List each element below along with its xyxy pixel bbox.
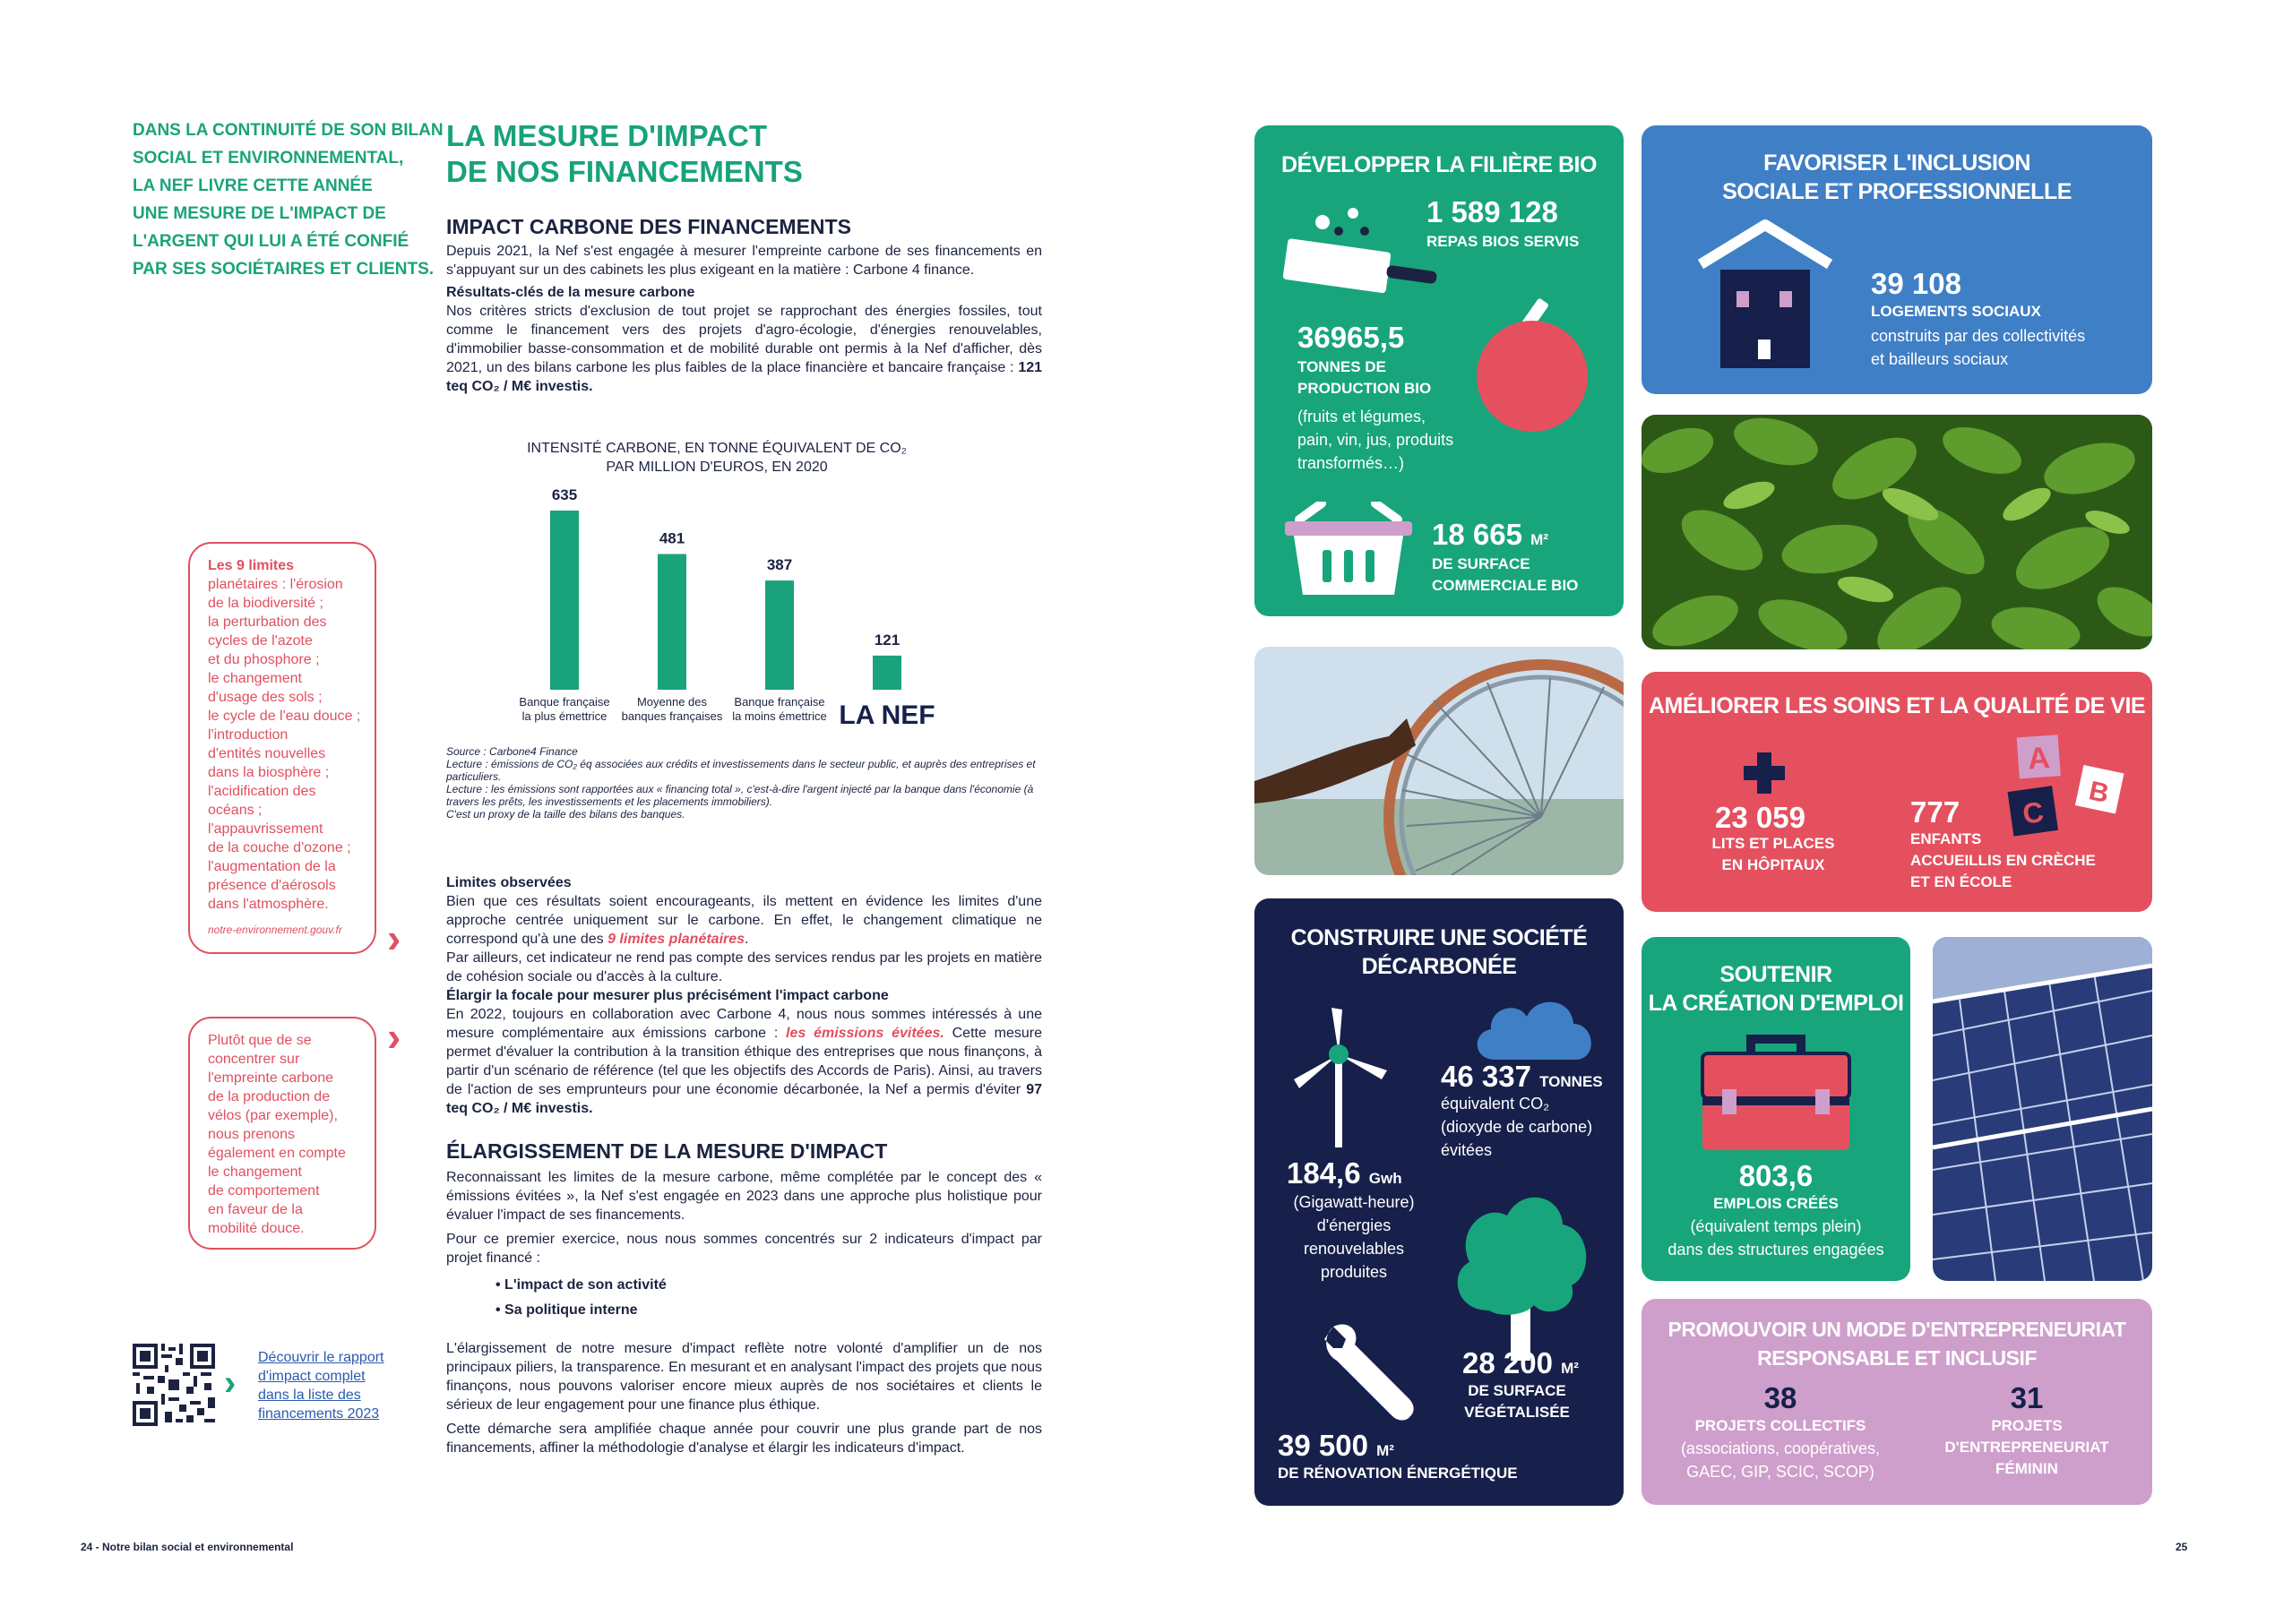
results-heading: Résultats-clés de la mesure carbone [446, 285, 695, 300]
chart-bar [658, 554, 686, 690]
chart-data-label: 481 [659, 529, 685, 547]
intro-line: L'ARGENT QUI LUI A ÉTÉ CONFIÉ [133, 232, 409, 251]
jobs-value: 803,6 [1738, 1159, 1814, 1192]
bio-meals-label: REPAS BIOS SERVIS [1426, 233, 1580, 250]
card-title: DÉVELOPPER LA FILIÈRE BIO [1281, 152, 1597, 177]
co2-avoided-value: 46 337 TONNES [1441, 1060, 1603, 1093]
chart-category-logo: LA NEF [839, 700, 935, 730]
section2-paragraph: Reconnaissant les limites de la mesure carbone, même complétée par le concept des « émissions évitées », la Nef s'est engagée en 2023 dans une approche plus holistique pour évaluer l'impact de ses financements. [446, 1170, 1042, 1223]
children-value: 777 [1910, 795, 1960, 829]
energy-produced-value: 184,6 Gwh [1287, 1156, 1402, 1190]
card-employment [1642, 937, 1910, 1281]
card-title: CONSTRUIRE UNE SOCIÉTÉ DÉCARBONÉE [1290, 925, 1588, 979]
bio-production-value: 36965,5 [1297, 321, 1405, 354]
card-title: FAVORISER L'INCLUSION SOCIALE ET PROFESSIONNELLE [1722, 150, 2072, 204]
chart-data-label: 387 [766, 556, 793, 574]
card-care [1642, 672, 2152, 912]
block-letter: B [2086, 776, 2112, 810]
chart-bar [765, 580, 794, 690]
section1-continued [446, 873, 1042, 1118]
card-decarbonised [1254, 898, 1624, 1506]
co2-avoided-detail: équivalent CO₂ (dioxyde de carbone) évitées [1441, 1095, 1593, 1159]
renovation-value: 39 500 M² [1278, 1429, 1394, 1462]
intro-line: DANS LA CONTINUITÉ DE SON BILAN [133, 121, 444, 140]
solar-panels-photo [1933, 937, 2152, 1281]
chart-data-label: 635 [551, 486, 578, 503]
card-entrepreneurship [1642, 1299, 2152, 1505]
card-title: PROMOUVOIR UN MODE D'ENTREPRENEURIAT RESPONSABLE ET INCLUSIF [1667, 1318, 2126, 1370]
pan-icon [1280, 204, 1441, 303]
jobs-label: EMPLOIS CRÉÉS [1713, 1195, 1839, 1212]
basket-icon [1281, 502, 1416, 600]
lettuce-illustration [1642, 415, 2152, 649]
section1-paragraph: Depuis 2021, la Nef s'est engagée à mesurer l'empreinte carbone de ses financements en s'appuyant sur un des cabinets les plus exigeant en la matière : Carbone 4 finance. [446, 244, 1042, 278]
toolbox-icon [1695, 1032, 1857, 1157]
chevron-right-icon: › [387, 1013, 401, 1060]
section2-body [446, 1168, 1042, 1457]
limits-heading: Limites observées [446, 875, 572, 890]
intro-text [133, 116, 444, 283]
jobs-detail: (équivalent temps plein) dans des structures engagées [1667, 1217, 1884, 1259]
card-title: AMÉLIORER LES SOINS ET LA QUALITÉ DE VIE [1648, 693, 2146, 718]
section2-paragraph: Pour ce premier exercice, nous nous sommes concentrés sur 2 indicateurs d'impact par projet financé : [446, 1232, 1042, 1266]
block-letter: C [2021, 795, 2046, 830]
list-item: • Sa politique interne [496, 1302, 638, 1318]
bio-production-label: TONNES DE PRODUCTION BIO [1297, 358, 1432, 397]
chevron-right-icon: › [224, 1363, 237, 1403]
chevron-right-icon: › [387, 915, 401, 961]
results-paragraph: Nos critères stricts d'exclusion de tout projet se rapprochant des énergies fossiles, tout comme le financement vers des projets d'agro-écologie, d'énergies renouvelables, d'immobilier basse-consommation et de mobilité durable ont permis à la Nef d'afficher, dès 2021, un des bilans carbone les plus faibles de la place financière et bancaire française : 121 teq CO₂ / M€ investis. [446, 304, 1043, 394]
lettuce-photo [1642, 415, 2152, 649]
bicycle-wheel-illustration [1254, 647, 1624, 875]
bullet-list [496, 1273, 1042, 1323]
cloud-icon [1468, 988, 1602, 1069]
greened-surface-label: DE SURFACE VÉGÉTALISÉE [1464, 1382, 1570, 1421]
footer-left: 24 - Notre bilan social et environnemental [81, 1541, 294, 1553]
footer-page-number: 25 [2176, 1541, 2188, 1553]
focal-heading: Élargir la focale pour mesurer plus précisément l'impact carbone [446, 988, 889, 1003]
chart-category-label: la plus émettrice [521, 709, 608, 723]
chart-category-label: Moyenne des [636, 695, 708, 709]
energy-produced-detail: (Gigawatt-heure) d'énergies renouvelables produites [1293, 1193, 1415, 1281]
chart-category-label: banques françaises [621, 709, 723, 723]
wind-turbine-icon [1288, 1006, 1405, 1149]
housing-label: LOGEMENTS SOCIAUX [1871, 303, 2041, 320]
alphabet-blocks-icon [2000, 727, 2143, 853]
medical-cross-icon [1742, 751, 1787, 795]
housing-detail: construits par des collectivités et bailleurs sociaux [1871, 327, 2086, 368]
bicycle-wheel-photo [1254, 647, 1624, 875]
intro-line: SOCIAL ET ENVIRONNEMENTAL, [133, 149, 404, 168]
focal-paragraph: En 2022, toujours en collaboration avec Carbone 4, nous nous sommes intéressés à une mesure complémentaire aux émissions carbone : les émissions évitées. Cette mesure permet d'évaluer la contribution à la transition éthique des entreprises que nous finançons, à partir d'un scénario de référence (tel que les objectifs des Accords de Paris). Ainsi, au travers de l'action de ses emprunteurs pour une économie décarbonée, la Nef a permis d'éviter 97 teq CO₂ / M€ investis. [446, 1007, 1043, 1116]
card-inclusion [1642, 125, 2152, 394]
intro-line: UNE MESURE DE L'IMPACT DE [133, 204, 386, 223]
chart-data-label: 121 [874, 631, 901, 649]
bio-surface-label: DE SURFACE COMMERCIALE BIO [1432, 555, 1579, 594]
children-label: ENFANTS ACCUEILLIS EN CRÈCHE ET EN ÉCOLE [1910, 830, 2096, 890]
chart-category-label: la moins émettrice [732, 709, 827, 723]
block-letter: A [2026, 740, 2051, 777]
apple-icon [1469, 291, 1595, 434]
female-projects-value: 31 [2010, 1381, 2044, 1414]
chart-notes: Source : Carbone4 Finance Lecture : émissions de CO₂ éq associées aux crédits et investissements dans le secteur public, et auprès des entreprises et particuliers. Lecture : les émissions sont rapportées aux « financing total », c'est-à-dire l'argent injecté par la banque dans l'économie (à travers les prêts, les investissements et les placements immobiliers). C'est un proxy de la taille des bilans des banques. [446, 745, 1036, 821]
qr-code-icon[interactable] [133, 1344, 215, 1426]
solar-panels-illustration [1933, 937, 2152, 1281]
hospital-beds-value: 23 059 [1715, 801, 1805, 834]
collective-projects-value: 38 [1763, 1381, 1797, 1414]
intro-line: PAR SES SOCIÉTAIRES ET CLIENTS. [133, 260, 435, 279]
card-title: SOUTENIR LA CRÉATION D'EMPLOI [1648, 962, 1904, 1016]
bio-surface-value: 18 665 M² [1432, 518, 1548, 551]
limits-paragraph: Bien que ces résultats soient encourageants, ils mettent en évidence les limites d'une approche centrée uniquement sur le carbone. En effet, le changement climatique ne correspond qu'à une des 9 limites planétaires. [446, 894, 1042, 947]
intro-line: LA NEF LIVRE CETTE ANNÉE [133, 176, 373, 195]
house-icon [1693, 219, 1837, 372]
page-title: LA MESURE D'IMPACT DE NOS FINANCEMENTS [446, 119, 803, 188]
bio-production-detail: (fruits et légumes, pain, vin, jus, produits transformés…) [1297, 408, 1454, 472]
collective-projects-label: PROJETS COLLECTIFS [1694, 1417, 1866, 1434]
chart-category-label: Banque française [734, 695, 825, 709]
section-title-widening: ÉLARGISSEMENT DE LA MESURE D'IMPACT [446, 1139, 888, 1163]
section2-paragraph: L'élargissement de notre mesure d'impact reflète notre volonté d'amplifier un de nos principaux piliers, la transparence. En mesurant et en analysant l'impact des projets que nous finançons, nous pouvons valoriser encore mieux auprès de nos sociétaires et clients le sérieux de leur engagement pour une finance plus éthique. [446, 1341, 1042, 1413]
bike-example-note: Plutôt que de se concentrer sur l'empreinte carbone de la production de vélos (par exemple), nous prenons également en compte le changement de comportement en faveur de la mobilité douce. [188, 1017, 376, 1250]
wrench-icon [1317, 1318, 1416, 1425]
carbon-intensity-chart [502, 479, 968, 739]
chart-title: INTENSITÉ CARBONE, EN TONNE ÉQUIVALENT DE CO₂ PAR MILLION D'EUROS, EN 2020 [527, 441, 907, 475]
impact-report-link[interactable]: Découvrir le rapport d'impact complet dans la liste des financements 2023 [258, 1350, 384, 1422]
housing-value: 39 108 [1871, 267, 1961, 300]
hospital-beds-label: LITS ET PLACES EN HÔPITAUX [1711, 835, 1835, 873]
collective-projects-detail: (associations, coopératives, GAEC, GIP, SCIC, SCOP) [1680, 1439, 1881, 1481]
chart-bar [873, 656, 901, 690]
chart-category-label: Banque française [519, 695, 610, 709]
female-projects-label: PROJETS D'ENTREPRENEURIAT FÉMININ [1944, 1417, 2109, 1477]
greened-surface-value: 28 200 M² [1462, 1346, 1579, 1379]
section2-paragraph: Cette démarche sera amplifiée chaque année pour couvrir une plus grande part de nos financements, affiner la méthodologie d'analyse et élargir les indicateurs d'impact. [446, 1422, 1042, 1456]
section1-body [446, 242, 1042, 396]
tree-icon [1444, 1185, 1597, 1364]
chart-bar [550, 511, 579, 690]
list-item: • L'impact de son activité [496, 1277, 667, 1293]
limits-paragraph-2: Par ailleurs, cet indicateur ne rend pas compte des services rendus par les projets en matière de cohésion sociale ou d'accès à la culture. [446, 950, 1042, 984]
renovation-label: DE RÉNOVATION ÉNERGÉTIQUE [1278, 1465, 1518, 1482]
planetary-limits-note: Les 9 limites planétaires : l'érosion de la biodiversité ; la perturbation des cycles de l'azote et du phosphore ; le changement d'usage des sols ; le cycle de l'eau douce ; l'introduction d'entités nouvelles dans la biosphère ; l'acidification des océans ; l'appauvrissement de la couche d'ozone ; l'augmentation de la présence d'aérosols dans l'atmosphère. notre-environnement.gouv.fr [188, 542, 376, 954]
bio-meals-value: 1 589 128 [1426, 195, 1558, 228]
card-bio [1254, 125, 1624, 616]
section-title-carbon: IMPACT CARBONE DES FINANCEMENTS [446, 215, 851, 238]
